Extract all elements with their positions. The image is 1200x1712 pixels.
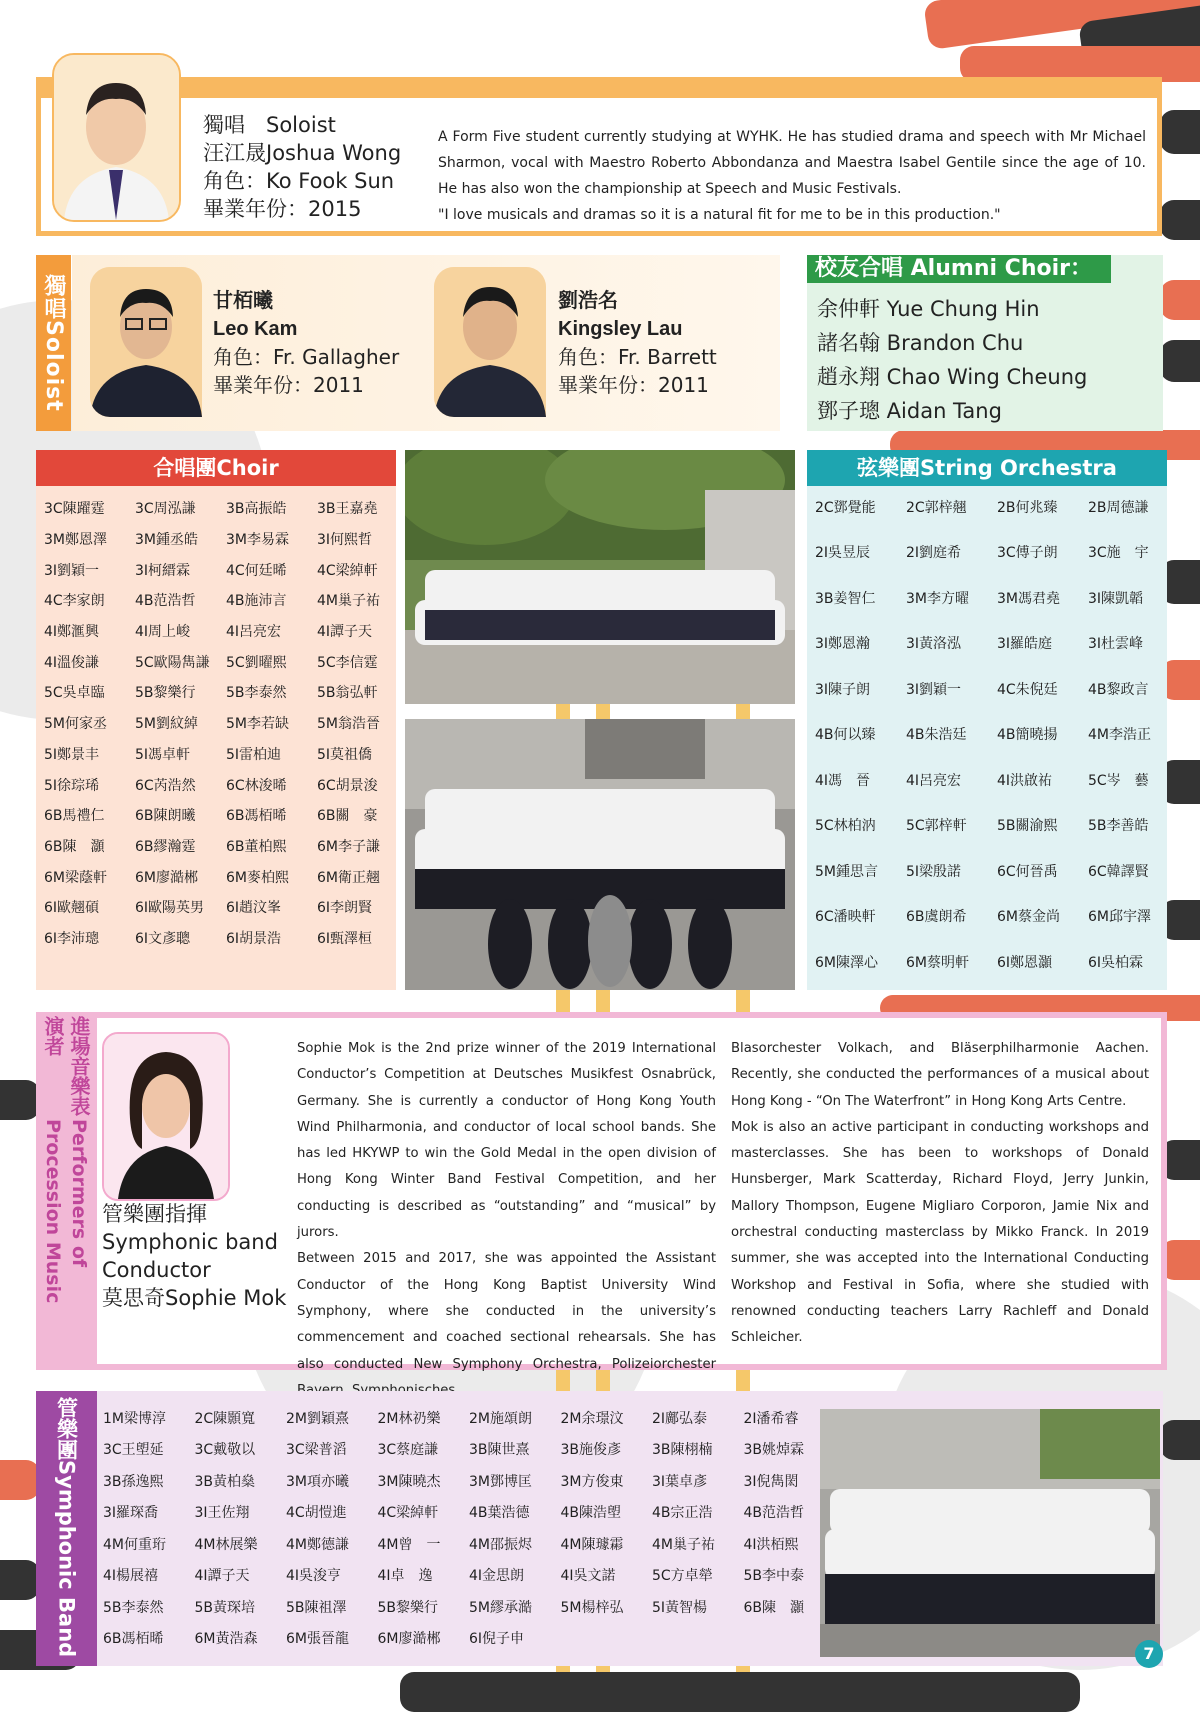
decor-key [1160,1420,1200,1460]
member-name: 6B馮栢晞 [103,1631,164,1648]
member-name: 4B范浩哲 [135,593,196,610]
member-name: 4I溫俊謙 [44,654,100,671]
member-name: 2M余璟汶 [560,1410,624,1427]
member-name: 4I金思朗 [469,1568,525,1585]
choir-group-photo [405,450,795,704]
member-name: 3I劉穎一 [44,562,100,579]
member-name: 3I王佐翔 [194,1505,250,1522]
member-name: 4C何廷晞 [226,562,287,579]
conductor-title-en-2: Conductor [102,1258,211,1282]
member-name: 3B高振皓 [226,501,287,518]
symphonic-band-side-label [36,1391,97,1666]
member-name: 3B施俊彥 [560,1442,622,1459]
member-name: 6C何晉禹 [997,863,1058,880]
decor-key [0,1460,40,1500]
member-name: 3I杜雲峰 [1088,636,1144,653]
soloist-role: 角色：Fr. Gallagher [213,345,400,369]
member-name: 5B黎樂行 [135,685,196,702]
soloist-main-bio-text: A Form Five student currently studying at WYHK. He has studied drama and speech with Mr Michael Sharmon, vocal with Maestro Roberto Abbondanza and Maestra Isabel Gentile since the age of 10. He has also won the championship at Speech and Music Festivals. [438,129,1146,197]
member-name: 3C陳躍霆 [44,501,105,518]
member-name: 4M何重珩 [103,1536,166,1553]
soloist-name-en: Leo Kam [213,318,298,340]
member-name: 5B李泰然 [226,685,287,702]
member-name: 6I李沛璁 [44,930,100,947]
soloist-name-en: Kingsley Lau [558,318,683,340]
member-name: 3B王嘉堯 [317,501,378,518]
member-name: 4I洪栢熙 [743,1536,799,1553]
member-name: 4B宗正浩 [652,1505,713,1522]
soloist-main-name: 汪江晟Joshua Wong [203,141,402,165]
member-name: 3I劉穎一 [906,681,962,698]
choir-member-list [44,493,408,953]
member-name: 3B姜智仁 [815,590,876,607]
member-name: 6B陳 灝 [743,1599,805,1616]
member-name: 3I倪雋閎 [743,1473,799,1490]
member-name: 2M林礽樂 [377,1410,441,1427]
member-name: 4B陳浩塱 [560,1505,622,1522]
member-name: 6I歐陽英男 [135,900,205,917]
member-name: 5M繆承澔 [469,1599,532,1616]
conductor-title-zh: 管樂團指揮 [102,1202,207,1226]
member-name: 5C劉曜熙 [226,654,287,671]
member-name: 3B陳栩楠 [652,1442,713,1459]
member-name: 3I陳凱韜 [1088,590,1144,607]
member-name: 3I羅琛喬 [103,1505,159,1522]
member-name: 6M衛正翹 [317,869,380,886]
member-name: 4I周上峻 [135,624,191,641]
string-orchestra-group-photo [405,719,795,990]
conductor-bio-col-2 [731,1036,1149,1352]
member-name: 6I倪子申 [469,1631,525,1648]
member-name: 4I鄭滙興 [44,624,100,641]
member-name: 6M梁蔭軒 [44,869,107,886]
conductor-name: 莫思奇Sophie Mok [102,1286,287,1310]
soloist-photo [434,267,546,417]
member-name: 3M鍾丞皓 [135,532,198,549]
member-name: 5M楊梓弘 [560,1599,624,1616]
member-name: 3M陳曉杰 [377,1473,441,1490]
member-name: 4C胡愷進 [286,1505,347,1522]
member-name: 1M梁博淳 [103,1410,166,1427]
member-name: 5M李若缺 [226,716,289,733]
member-name: 2I鄺弘泰 [652,1410,708,1427]
member-name: 3I鄭恩瀚 [815,636,871,653]
soloist-main-bio [438,124,1146,228]
member-name: 3C周泓謙 [135,501,196,518]
member-name: 6B繆瀚霆 [135,838,196,855]
member-name: 3M李易霖 [226,532,289,549]
conductor-bio-col-1 [297,1036,716,1404]
member-name: 2M劉穎熹 [286,1410,349,1427]
alumni-member: 趙永翔 Chao Wing Cheung [817,365,1088,389]
member-name: 5M鍾思言 [815,863,878,880]
symphonic-band-group-photo [820,1409,1160,1657]
member-name: 4C朱倪廷 [997,681,1058,698]
decor-key [1160,110,1200,154]
member-name: 4B簡曉揚 [997,727,1058,744]
member-name: 5C李信霆 [317,654,378,671]
member-name: 3I羅皓庭 [997,636,1053,653]
member-name: 2B何兆臻 [997,499,1058,516]
bio-paragraph: Between 2015 and 2017, she was appointed the Assistant Conductor of the Hong Kong Baptist University Wind Symphony, where she conducted in the university’s commencement and coached sectional rehearsals. She has also conducted New Symphony Orchestra, Polizeiorchester [297,1251,716,1372]
soloist-main-role: 角色：Ko Fook Sun [203,169,395,193]
string-orchestra-member-list [815,484,1179,985]
decor-key [0,1080,40,1120]
alumni-member: 鄧子璁 Aidan Tang [817,399,1002,423]
member-name: 3B陳世熹 [469,1442,530,1459]
member-name: 6C胡景浚 [317,777,378,794]
member-name: 4M鄭德謙 [286,1536,349,1553]
member-name: 5C林柏汭 [815,818,876,835]
conductor-caption [102,1200,286,1312]
soloist-main-photo [52,53,181,222]
member-name: 6M黃浩森 [194,1631,258,1648]
member-name: 2C陳顥寬 [194,1410,256,1427]
member-name: 4C梁綽軒 [317,562,378,579]
soloist-main-year: 畢業年份：2015 [203,197,362,221]
member-name: 3I何熙哲 [317,532,373,549]
member-name: 5C方卓犖 [652,1568,713,1585]
member-name: 2C鄧覺能 [815,499,876,516]
alumni-member: 諸名翰 Brandon Chu [817,331,1024,355]
member-name: 2I吳昱辰 [815,545,871,562]
member-name: 6M李子謙 [317,838,380,855]
member-name: 5M翁浩晉 [317,716,380,733]
member-name: 5C郭梓軒 [906,818,967,835]
member-name: 4I吳浚亨 [286,1568,342,1585]
soloist-role: 角色：Fr. Barrett [558,345,717,369]
member-name: 5B黎樂行 [377,1599,439,1616]
member-name: 2B周德謙 [1088,499,1149,516]
member-name: 5C岑 藝 [1088,772,1149,789]
symphonic-band-side-en: Symphonic Band [54,1460,79,1658]
member-name: 3C王塱延 [103,1442,164,1459]
member-name: 5I馮卓軒 [135,746,191,763]
alumni-member: 余仲軒 Yue Chung Hin [817,297,1040,321]
decor-key [1160,280,1200,320]
performers-side-en: Performers of Procession Music [42,1119,90,1304]
member-name: 4B朱浩廷 [906,727,967,744]
member-name: 4C梁綽軒 [377,1505,439,1522]
soloist-main-info [203,111,401,223]
soloists-side-label: 獨唱Soloist [41,274,66,412]
member-name: 6C芮浩然 [135,777,196,794]
soloist-card [213,287,399,399]
member-name: 3M方俊東 [560,1473,624,1490]
soloist-name-zh: 劉浩名 [558,290,618,312]
member-name: 4M林展樂 [194,1536,258,1553]
member-name: 5B李中泰 [743,1568,805,1585]
symphonic-band-member-list [103,1402,835,1654]
soloist-main-quote: "I love musicals and dramas so it is a natural fit for me to be in this production." [438,207,1001,223]
member-name: 3B黃柏燊 [194,1473,256,1490]
member-name: 6I歐翹碩 [44,900,100,917]
member-name: 3I柯縉霖 [135,562,191,579]
member-name: 4M巢子祐 [652,1536,715,1553]
member-name: 5C吳卓臨 [44,685,105,702]
member-name: 4I卓 逸 [377,1568,433,1585]
bio-paragraph: Blasorchester Volkach, and Bläserphilharmonie Aachen. Recently, she conducted the performances of a musical about Hong Kong - “On The Waterfront” in Hong Kong Arts Centre. [731,1041,1149,1109]
bio-paragraph: Sophie Mok is the 2nd prize winner of the 2019 International Conductor’s Competition at Deutsches Musikfest Osnabrück, Germany. She is currently a conductor of Hong Kong Youth Wind Philharmonia, and conductor of local school bands. She has led HKYWP to win the Gold Medal in the open division of Hong Kong Winter Band Festival Competition, and her conducting is described as “outstanding” and “musical” by jurors. [297,1041,716,1241]
member-name: 4M曾 一 [377,1536,441,1553]
member-name: 5M何家丞 [44,716,107,733]
member-name: 5B關渝熙 [997,818,1058,835]
member-name: 3B姚焯霖 [743,1442,805,1459]
choir-title: 合唱團Choir [36,450,396,486]
member-name: 4I譚子天 [317,624,373,641]
member-name: 2C郭梓翹 [906,499,967,516]
member-name: 4I譚子天 [194,1568,250,1585]
member-name: 6C林浚晞 [226,777,287,794]
conductor-title-en-1: Symphonic band [102,1230,278,1254]
member-name: 3I葉卓彥 [652,1473,708,1490]
member-name: 6B馮栢晞 [226,808,287,825]
member-name: 5B翁弘軒 [317,685,378,702]
member-name: 6M廖澔郴 [135,869,198,886]
member-name: 4B何以臻 [815,727,876,744]
member-name: 2I劉庭希 [906,545,962,562]
member-name: 5B黃琛培 [194,1599,256,1616]
member-name: 6I李朗賢 [317,900,373,917]
member-name: 4M邵振烬 [469,1536,532,1553]
member-name: 5I莫祖僑 [317,746,373,763]
member-name: 6B董柏熙 [226,838,287,855]
member-name: 3M鄭恩澤 [44,532,107,549]
member-name: 4C李家朗 [44,593,105,610]
member-name: 6M陳澤心 [815,954,878,971]
member-name: 4I吳文諾 [560,1568,616,1585]
soloist-photo [90,267,202,417]
member-name: 3M馮君堯 [997,590,1060,607]
member-name: 6M蔡明軒 [906,954,969,971]
performers-side-label [36,1012,96,1370]
member-name: 4B范浩哲 [743,1505,805,1522]
soloist-main-title: 獨唱 Soloist [203,113,336,137]
member-name: 6I吳柏霖 [1088,954,1144,971]
member-name: 6B虞朗希 [906,909,967,926]
member-name: 3I黃洛泓 [906,636,962,653]
decor-key [400,1672,1080,1712]
member-name: 4B葉浩德 [469,1505,530,1522]
decor-key [1160,340,1200,382]
member-name: 3C傅子朗 [997,545,1058,562]
member-name: 6I甄澤桓 [317,930,373,947]
member-name: 5C歐陽雋謙 [135,654,210,671]
member-name: 6M廖澔郴 [377,1631,441,1648]
alumni-choir-list [817,292,1087,428]
member-name: 6C韓譯賢 [1088,863,1149,880]
page-number: 7 [1135,1640,1163,1668]
member-name: 5I黃智楊 [652,1599,708,1616]
member-name: 3C蔡庭謙 [377,1442,439,1459]
performers-side-zh: 進場音樂表演者 [41,1016,91,1116]
alumni-choir-title: 校友合唱 Alumni Choir： [807,255,1111,283]
member-name: 5B陳祖澤 [286,1599,347,1616]
member-name: 5I鄭景丰 [44,746,100,763]
member-name: 3B孫逸熙 [103,1473,164,1490]
soloist-year: 畢業年份：2011 [558,373,709,397]
member-name: 6M張晉龍 [286,1631,349,1648]
soloist-name-zh: 甘栢曦 [213,290,273,312]
member-name: 5I梁殷諾 [906,863,962,880]
member-name: 5M劉紋綽 [135,716,198,733]
member-name: 6B陳朗曦 [135,808,196,825]
symphonic-band-side-zh: 管樂團 [54,1397,79,1460]
member-name: 6I胡景浩 [226,930,282,947]
member-name: 4I馮 晉 [815,772,871,789]
member-name: 6I趙汶峯 [226,900,282,917]
member-name: 5B李泰然 [103,1599,164,1616]
soloist-card [558,287,717,399]
member-name: 4I楊展禧 [103,1568,159,1585]
member-name: 4B黎政言 [1088,681,1149,698]
member-name: 3C戴敬以 [194,1442,256,1459]
member-name: 4I呂亮宏 [906,772,962,789]
member-name: 6I鄭恩灝 [997,954,1053,971]
member-name: 6M麥柏熙 [226,869,289,886]
member-name: 5I徐琮琋 [44,777,100,794]
member-name: 3C施 宇 [1088,545,1149,562]
member-name: 3I陳子朗 [815,681,871,698]
member-name: 6M蔡金尚 [997,909,1060,926]
member-name: 6M邱宇澤 [1088,909,1151,926]
member-name: 6B關 豪 [317,808,378,825]
soloist-year: 畢業年份：2011 [213,373,364,397]
member-name: 2I潘希睿 [743,1410,799,1427]
member-name: 3M項亦曦 [286,1473,349,1490]
member-name: 3M鄧博匡 [469,1473,532,1490]
member-name: 3M李方曜 [906,590,969,607]
member-name: 5I雷柏迪 [226,746,282,763]
member-name: 4B施沛言 [226,593,287,610]
member-name: 3C梁普滔 [286,1442,347,1459]
member-name: 6B馬禮仁 [44,808,105,825]
member-name: 4M李浩正 [1088,727,1151,744]
conductor-photo [102,1032,230,1201]
member-name: 6B陳 灝 [44,838,105,855]
decor-key [1160,200,1200,240]
member-name: 2M施頌朗 [469,1410,532,1427]
member-name: 4I呂亮宏 [226,624,282,641]
string-orchestra-title: 弦樂團String Orchestra [807,450,1167,486]
member-name: 5B李善皓 [1088,818,1149,835]
member-name: 4I洪啟祐 [997,772,1053,789]
member-name: 6C潘映軒 [815,909,876,926]
member-name: 4M巢子祐 [317,593,380,610]
decor-key [0,1560,40,1600]
bio-paragraph: Mok is also an active participant in conducting workshops and masterclasses. She has been to workshops of Donald Hunsberger, Mark Scatterday, Richard Floyd, Jerry Junkin, Mallory Thompson, Eugene Migliaro Corporon, Jamie Nix and orchestral conducting masterclass by Mikko Franck. In 2019 summer, she was accepted into the International Conducting Workshop and Festival in Sofia, where she studied with renowned conducting teachers Larry Rachleff and Donald Schleicher. [731,1119,1149,1346]
member-name: 6I文彥聰 [135,930,191,947]
member-name: 4M陳璩霦 [560,1536,624,1553]
